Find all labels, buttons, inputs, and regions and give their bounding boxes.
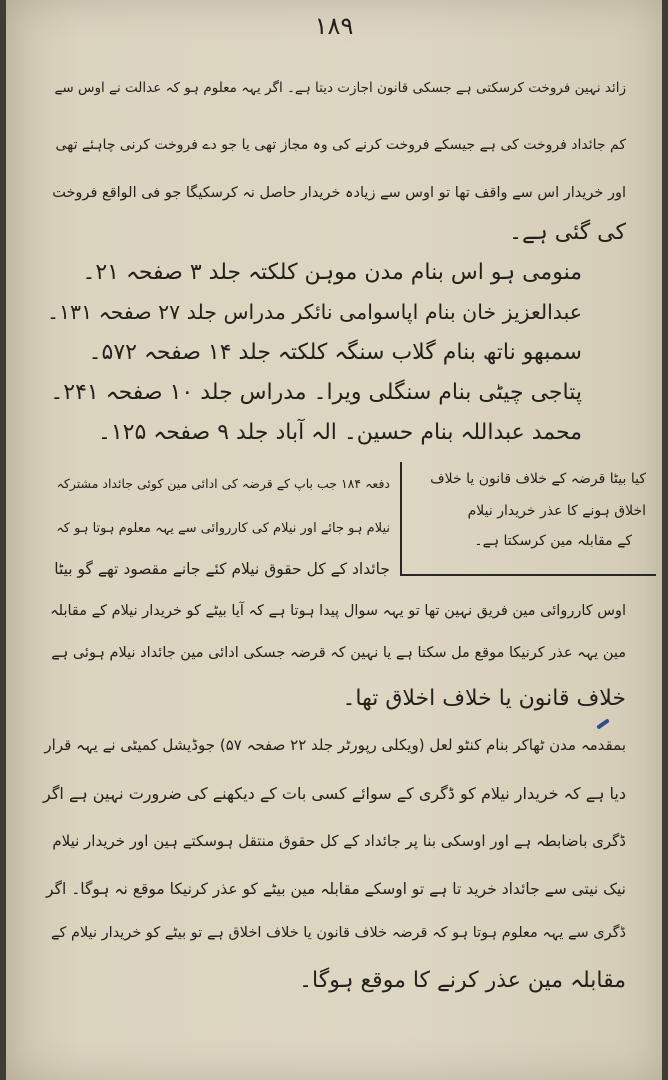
section-line: جائداد کے کل حقوق نیلام کئے جانے مقصود تھے گو بیٹا: [54, 560, 390, 578]
margin-note-line: کیا بیٹا قرضہ کے خلاف قانون یا خلاف: [430, 471, 646, 487]
margin-note-line: اخلاق ہونے کا عذر خریدار نیلام: [467, 503, 646, 519]
text-line: دیا ہے کہ خریدار نیلام کو ڈگری کے سوائے کسی بات کے دیکھنے کی ضرورت نہین ہے اگر: [42, 784, 626, 803]
text-line: مقابلہ مین عذر کرنے کا موقع ہوگا۔: [299, 968, 626, 993]
text-line: ڈگری باضابطہ ہے اور اوسکی بنا پر جائداد کے کل حقوق منتقل ہوسکتے ہین اور خریدار نیلام: [52, 832, 626, 850]
ink-mark: [596, 718, 610, 729]
text-line: بمقدمہ مدن ٹھاکر بنام کنٹو لعل (ویکلی رپورٹر جلد ۲۲ صفحہ ۵۷) جوڈیشل کمیٹی نے یہہ قرار: [44, 736, 626, 754]
text-line: ڈگری سے یہہ معلوم ہوتا ہو کہ قرضہ خلاف قانون یا خلاف اخلاق ہے تو بیٹے کو خریدار نیلام کے: [51, 925, 626, 941]
margin-note-line: کے مقابلہ مین کرسکتا ہے۔: [474, 533, 632, 549]
text-line: نیک نیتی سے جائداد خرید تا ہے تو اوسکے مقابلہ مین بیٹے کو عذر کرنیکا موقع نہ ہوگا۔ اگر: [46, 880, 626, 898]
citation-line: منومی ہو اس بنام مدن موہن کلکتہ جلد ۳ صفحہ ۲۱۔: [82, 260, 582, 285]
text-line: کی گئی ہے۔: [509, 220, 626, 245]
citation-line: عبدالعزیز خان بنام اپاسوامی نائکر مدراس جلد ۲۷ صفحہ ۱۳۱۔: [47, 300, 582, 324]
citation-line: سمبھو ناتھ بنام گلاب سنگہ کلکتہ جلد ۱۴ صفحہ ۵۷۲۔: [88, 340, 582, 365]
section-line: نیلام ہو جائے اور نیلام کی کارروائی سے یہہ معلوم ہوتا ہو کہ: [56, 521, 390, 536]
text-line: اور خریدار اس سے واقف تھا تو اوس سے زیادہ خریدار حاصل نہ کرسکیگا جو فی الواقع فروخت: [52, 185, 626, 201]
section-line: دفعہ ۱۸۴ جب باپ کے قرضہ کی ادائی مین کوئی جائداد مشترکہ: [56, 476, 390, 491]
text-line: مین یہہ عذر کرنیکا موقع مل سکتا ہے یا نہین کہ قرضہ جسکی ادائی مین جائداد نیلام ہوئی ہے: [51, 645, 626, 661]
citation-line: پتاجی چیٹی بنام سنگلی ویرا۔ مدراس جلد ۱۰ صفحہ ۲۴۱۔: [50, 380, 582, 405]
text-line: اوس کارروائی مین فریق نہین تھا تو یہہ سوال پیدا ہوتا ہے کہ آیا بیٹے کو خریدار نیلام کے مقابلہ: [50, 603, 626, 619]
text-line: زائد نہین فروخت کرسکتی ہے جسکی قانون اجازت دیتا ہے۔ اگر یہہ معلوم ہو کہ عدالت نے اوس سے: [54, 80, 626, 96]
book-page: [6, 0, 662, 1080]
page-number: ۱۸۹: [314, 12, 354, 40]
citation-line: محمد عبداللہ بنام حسین۔ الہ آباد جلد ۹ صفحہ ۱۲۵۔: [97, 420, 582, 445]
text-line: خلاف قانون یا خلاف اخلاق تھا۔: [342, 686, 626, 711]
text-line: کم جائداد فروخت کی ہے جیسکے فروخت کرنے کی وہ مجاز تھی یا جو دے فروخت کرنی چاہئے تھی: [55, 137, 626, 153]
